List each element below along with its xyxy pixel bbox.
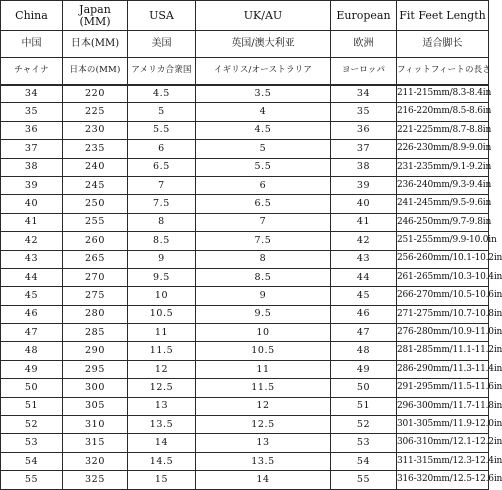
- table-row: [1, 158, 489, 176]
- european-size-cell: 48: [331, 342, 397, 360]
- table-row: [1, 232, 489, 250]
- china-size-cell: 41: [1, 213, 63, 231]
- header-row-english: [1, 1, 489, 31]
- usa-size-cell: 13.5: [128, 416, 196, 434]
- uk-au-size-cell: 6.5: [196, 195, 331, 213]
- uk-au-size-cell: 9.5: [196, 305, 331, 323]
- header-cell: ヨーロッパ: [331, 58, 397, 85]
- uk-au-size-cell: 13: [196, 434, 331, 452]
- table-row: [1, 324, 489, 342]
- china-size-cell: 34: [1, 85, 63, 103]
- fit-feet-length-cell: 301-305mm/11.9-12.0in: [397, 416, 489, 434]
- japan-size-mm-cell: 255: [63, 213, 128, 231]
- header-cell: チャイナ: [1, 58, 63, 85]
- table-row: [1, 397, 489, 415]
- japan-size-mm-cell: 230: [63, 121, 128, 139]
- japan-size-mm-cell: 305: [63, 397, 128, 415]
- japan-size-mm-cell: 245: [63, 176, 128, 194]
- japan-size-mm-cell: 225: [63, 103, 128, 121]
- usa-size-cell: 8.5: [128, 232, 196, 250]
- table-row: [1, 452, 489, 470]
- usa-size-cell: 10.5: [128, 305, 196, 323]
- china-size-cell: 51: [1, 397, 63, 415]
- header-cell: Fit Feet Length: [397, 1, 489, 31]
- japan-size-mm-cell: 285: [63, 324, 128, 342]
- fit-feet-length-cell: 266-270mm/10.5-10.6in: [397, 287, 489, 305]
- usa-size-cell: 10: [128, 287, 196, 305]
- european-size-cell: 38: [331, 158, 397, 176]
- japan-size-mm-cell: 290: [63, 342, 128, 360]
- usa-size-cell: 12: [128, 360, 196, 378]
- china-size-cell: 42: [1, 232, 63, 250]
- table-row: [1, 140, 489, 158]
- header-cell: 欧洲: [331, 31, 397, 58]
- header-cell: European: [331, 1, 397, 31]
- fit-feet-length-cell: 236-240mm/9.3-9.4in: [397, 176, 489, 194]
- china-size-cell: 43: [1, 250, 63, 268]
- uk-au-size-cell: 8.5: [196, 268, 331, 286]
- japan-size-mm-cell: 270: [63, 268, 128, 286]
- usa-size-cell: 9: [128, 250, 196, 268]
- uk-au-size-cell: 14: [196, 471, 331, 489]
- header-cell: USA: [128, 1, 196, 31]
- uk-au-size-cell: 8: [196, 250, 331, 268]
- header-cell: 适合脚长: [397, 31, 489, 58]
- uk-au-size-cell: 4.5: [196, 121, 331, 139]
- uk-au-size-cell: 3.5: [196, 85, 331, 103]
- uk-au-size-cell: 6: [196, 176, 331, 194]
- uk-au-size-cell: 10: [196, 324, 331, 342]
- header-cell: アメリカ合衆国: [128, 58, 196, 85]
- usa-size-cell: 4.5: [128, 85, 196, 103]
- china-size-cell: 55: [1, 471, 63, 489]
- european-size-cell: 55: [331, 471, 397, 489]
- japan-size-mm-cell: 300: [63, 379, 128, 397]
- china-size-cell: 37: [1, 140, 63, 158]
- fit-feet-length-cell: 276-280mm/10.9-11.0in: [397, 324, 489, 342]
- header-row-japanese: [1, 58, 489, 85]
- table-row: [1, 416, 489, 434]
- china-size-cell: 49: [1, 360, 63, 378]
- fit-feet-length-cell: 311-315mm/12.3-12.4in: [397, 452, 489, 470]
- usa-size-cell: 5: [128, 103, 196, 121]
- european-size-cell: 42: [331, 232, 397, 250]
- china-size-cell: 54: [1, 452, 63, 470]
- fit-feet-length-cell: 291-295mm/11.5-11.6in: [397, 379, 489, 397]
- header-cell: China: [1, 1, 63, 31]
- european-size-cell: 40: [331, 195, 397, 213]
- header-cell: Japan (MM): [63, 1, 128, 31]
- european-size-cell: 52: [331, 416, 397, 434]
- fit-feet-length-cell: 226-230mm/8.9-9.0in: [397, 140, 489, 158]
- uk-au-size-cell: 10.5: [196, 342, 331, 360]
- uk-au-size-cell: 5.5: [196, 158, 331, 176]
- japan-size-mm-cell: 250: [63, 195, 128, 213]
- european-size-cell: 49: [331, 360, 397, 378]
- table-row: [1, 360, 489, 378]
- japan-size-mm-cell: 265: [63, 250, 128, 268]
- european-size-cell: 36: [331, 121, 397, 139]
- uk-au-size-cell: 12.5: [196, 416, 331, 434]
- usa-size-cell: 11: [128, 324, 196, 342]
- table-row: [1, 213, 489, 231]
- fit-feet-length-cell: 286-290mm/11.3-11.4in: [397, 360, 489, 378]
- uk-au-size-cell: 9: [196, 287, 331, 305]
- table-row: [1, 103, 489, 121]
- table-row: [1, 85, 489, 103]
- fit-feet-length-cell: 231-235mm/9.1-9.2in: [397, 158, 489, 176]
- table-row: [1, 176, 489, 194]
- fit-feet-length-cell: 316-320mm/12.5-12.6in: [397, 471, 489, 489]
- fit-feet-length-cell: 251-255mm/9.9-10.0in: [397, 232, 489, 250]
- uk-au-size-cell: 7.5: [196, 232, 331, 250]
- japan-size-mm-cell: 310: [63, 416, 128, 434]
- european-size-cell: 43: [331, 250, 397, 268]
- usa-size-cell: 7.5: [128, 195, 196, 213]
- usa-size-cell: 13: [128, 397, 196, 415]
- usa-size-cell: 6.5: [128, 158, 196, 176]
- fit-feet-length-cell: 281-285mm/11.1-11.2in: [397, 342, 489, 360]
- uk-au-size-cell: 11: [196, 360, 331, 378]
- japan-size-mm-cell: 235: [63, 140, 128, 158]
- size-chart-body: [1, 1, 502, 490]
- usa-size-cell: 5.5: [128, 121, 196, 139]
- china-size-cell: 35: [1, 103, 63, 121]
- usa-size-cell: 12.5: [128, 379, 196, 397]
- china-size-cell: 48: [1, 342, 63, 360]
- european-size-cell: 46: [331, 305, 397, 323]
- usa-size-cell: 14.5: [128, 452, 196, 470]
- header-cell: 美国: [128, 31, 196, 58]
- european-size-cell: 53: [331, 434, 397, 452]
- fit-feet-length-cell: 296-300mm/11.7-11.8in: [397, 397, 489, 415]
- uk-au-size-cell: 12: [196, 397, 331, 415]
- table-row: [1, 195, 489, 213]
- usa-size-cell: 15: [128, 471, 196, 489]
- fit-feet-length-cell: 221-225mm/8.7-8.8in: [397, 121, 489, 139]
- european-size-cell: 44: [331, 268, 397, 286]
- european-size-cell: 34: [331, 85, 397, 103]
- japan-size-mm-cell: 295: [63, 360, 128, 378]
- china-size-cell: 39: [1, 176, 63, 194]
- usa-size-cell: 6: [128, 140, 196, 158]
- uk-au-size-cell: 13.5: [196, 452, 331, 470]
- japan-size-mm-cell: 240: [63, 158, 128, 176]
- table-row: [1, 305, 489, 323]
- fit-feet-length-cell: 241-245mm/9.5-9.6in: [397, 195, 489, 213]
- japan-size-mm-cell: 315: [63, 434, 128, 452]
- china-size-cell: 44: [1, 268, 63, 286]
- usa-size-cell: 8: [128, 213, 196, 231]
- china-size-cell: 53: [1, 434, 63, 452]
- table-row: [1, 342, 489, 360]
- usa-size-cell: 7: [128, 176, 196, 194]
- china-size-cell: 47: [1, 324, 63, 342]
- european-size-cell: 45: [331, 287, 397, 305]
- fit-feet-length-cell: 211-215mm/8.3-8.4in: [397, 85, 489, 103]
- european-size-cell: 51: [331, 397, 397, 415]
- header-row-chinese: [1, 31, 489, 58]
- header-cell: UK/AU: [196, 1, 331, 31]
- header-cell: 中国: [1, 31, 63, 58]
- table-row: [1, 434, 489, 452]
- fit-feet-length-cell: 256-260mm/10.1-10.2in: [397, 250, 489, 268]
- table-row: [1, 268, 489, 286]
- uk-au-size-cell: 5: [196, 140, 331, 158]
- china-size-cell: 46: [1, 305, 63, 323]
- china-size-cell: 50: [1, 379, 63, 397]
- uk-au-size-cell: 11.5: [196, 379, 331, 397]
- header-cell: 日本の(MM): [63, 58, 128, 85]
- usa-size-cell: 11.5: [128, 342, 196, 360]
- header-cell: 日本(MM): [63, 31, 128, 58]
- fit-feet-length-cell: 261-265mm/10.3-10.4in: [397, 268, 489, 286]
- european-size-cell: 35: [331, 103, 397, 121]
- uk-au-size-cell: 7: [196, 213, 331, 231]
- japan-size-mm-cell: 275: [63, 287, 128, 305]
- uk-au-size-cell: 4: [196, 103, 331, 121]
- japan-size-mm-cell: 220: [63, 85, 128, 103]
- japan-size-mm-cell: 260: [63, 232, 128, 250]
- china-size-cell: 38: [1, 158, 63, 176]
- european-size-cell: 47: [331, 324, 397, 342]
- china-size-cell: 52: [1, 416, 63, 434]
- header-cell: イギリス/オーストラリア: [196, 58, 331, 85]
- china-size-cell: 45: [1, 287, 63, 305]
- fit-feet-length-cell: 306-310mm/12.1-12.2in: [397, 434, 489, 452]
- japan-size-mm-cell: 325: [63, 471, 128, 489]
- header-cell: フィットフィートの長さ: [397, 58, 489, 85]
- fit-feet-length-cell: 271-275mm/10.7-10.8in: [397, 305, 489, 323]
- japan-size-mm-cell: 280: [63, 305, 128, 323]
- european-size-cell: 50: [331, 379, 397, 397]
- european-size-cell: 37: [331, 140, 397, 158]
- japan-size-mm-cell: 320: [63, 452, 128, 470]
- header-cell: 英国/澳大利亚: [196, 31, 331, 58]
- table-row: [1, 379, 489, 397]
- fit-feet-length-cell: 246-250mm/9.7-9.8in: [397, 213, 489, 231]
- table-row: [1, 121, 489, 139]
- china-size-cell: 36: [1, 121, 63, 139]
- table-row: [1, 250, 489, 268]
- european-size-cell: 41: [331, 213, 397, 231]
- table-row: [1, 287, 489, 305]
- fit-feet-length-cell: 216-220mm/8.5-8.6in: [397, 103, 489, 121]
- european-size-cell: 39: [331, 176, 397, 194]
- european-size-cell: 54: [331, 452, 397, 470]
- china-size-cell: 40: [1, 195, 63, 213]
- usa-size-cell: 9.5: [128, 268, 196, 286]
- usa-size-cell: 14: [128, 434, 196, 452]
- table-row: [1, 471, 489, 489]
